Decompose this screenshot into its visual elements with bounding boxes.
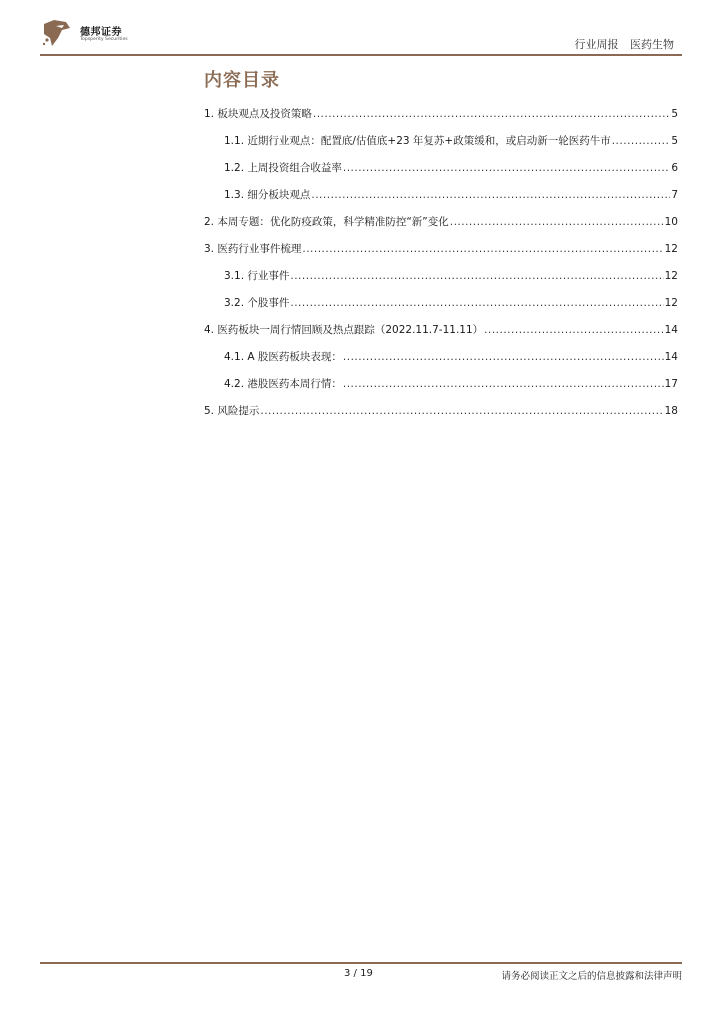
toc-entry[interactable] xyxy=(224,295,678,309)
toc-entry[interactable] xyxy=(204,403,678,417)
toc-entry-page: 12 xyxy=(664,270,678,282)
footer-divider xyxy=(40,962,682,964)
logo-text-en: Topsperity Securities xyxy=(80,37,128,42)
toc-entry-page: 7 xyxy=(671,189,678,201)
toc-entry-label: 1.2. 上周投资组合收益率 xyxy=(224,162,342,174)
toc-leader-dots xyxy=(313,108,670,120)
toc-entry[interactable] xyxy=(224,268,678,282)
toc-leader-dots xyxy=(260,405,663,417)
header-category xyxy=(575,36,675,52)
toc-entry[interactable] xyxy=(224,349,678,363)
page-header xyxy=(40,14,682,56)
toc-leader-dots xyxy=(290,297,663,309)
toc-entry-page: 17 xyxy=(664,378,678,390)
toc-entry-label: 3.1. 行业事件 xyxy=(224,270,290,282)
toc-entry[interactable] xyxy=(224,187,678,201)
sector-name: 医药生物 xyxy=(630,38,674,51)
toc-leader-dots xyxy=(484,324,663,336)
toc-leader-dots xyxy=(450,216,664,228)
toc-entry-label: 4. 医药板块一周行情回顾及热点跟踪（2022.11.7-11.11） xyxy=(204,324,484,336)
footer-disclaimer: 请务必阅读正文之后的信息披露和法律声明 xyxy=(501,971,682,982)
toc-leader-dots xyxy=(343,162,670,174)
toc-entry[interactable] xyxy=(224,133,678,147)
toc-leader-dots xyxy=(343,378,664,390)
page-number: 3 / 19 xyxy=(344,968,373,979)
toc-entry[interactable] xyxy=(204,322,678,336)
toc-leader-dots xyxy=(343,351,664,363)
toc-entry-label: 5. 风险提示 xyxy=(204,405,260,417)
toc-leader-dots xyxy=(311,189,670,201)
toc-entry-label: 4.2. 港股医药本周行情： xyxy=(224,378,342,390)
toc-entry-label: 1.3. 细分板块观点 xyxy=(224,189,311,201)
toc-entry-page: 6 xyxy=(671,162,678,174)
toc-leader-dots xyxy=(612,135,671,147)
logo-text-cn: 德邦证券 xyxy=(80,27,122,38)
toc-entry[interactable] xyxy=(204,214,678,228)
toc-entry[interactable] xyxy=(204,106,678,120)
header-divider xyxy=(40,54,682,56)
toc-entry-page: 12 xyxy=(664,297,678,309)
toc-entry-label: 3. 医药行业事件梳理 xyxy=(204,243,302,255)
toc-entry-label: 4.1. A 股医药板块表现： xyxy=(224,351,342,363)
report-type: 行业周报 xyxy=(574,38,619,51)
toc-entry-label: 3.2. 个股事件 xyxy=(224,297,290,309)
toc-leader-dots xyxy=(290,270,663,282)
toc-entry-page: 5 xyxy=(671,108,678,120)
toc-entry-page: 14 xyxy=(664,324,678,336)
toc-leader-dots xyxy=(302,243,663,255)
toc-entry[interactable] xyxy=(204,241,678,255)
toc-entry-page: 12 xyxy=(664,243,678,255)
toc-entry[interactable] xyxy=(224,376,678,390)
toc-entry-page: 14 xyxy=(664,351,678,363)
toc-entry-label: 1.1. 近期行业观点：配置底/估值底+23 年复苏+政策缓和，或启动新一轮医药牛市 xyxy=(224,135,611,147)
toc-entry-page: 5 xyxy=(671,135,678,147)
toc-title: 内容目录 xyxy=(204,70,280,91)
logo-icon xyxy=(40,16,74,50)
toc-entry[interactable] xyxy=(224,160,678,174)
toc-entry-label: 1. 板块观点及投资策略 xyxy=(204,108,312,120)
toc-entry-label: 2. 本周专题：优化防疫政策，科学精准防控“新”变化 xyxy=(204,216,449,228)
toc-entry-page: 10 xyxy=(664,216,678,228)
company-logo xyxy=(40,14,160,54)
toc-entry-page: 18 xyxy=(664,405,678,417)
